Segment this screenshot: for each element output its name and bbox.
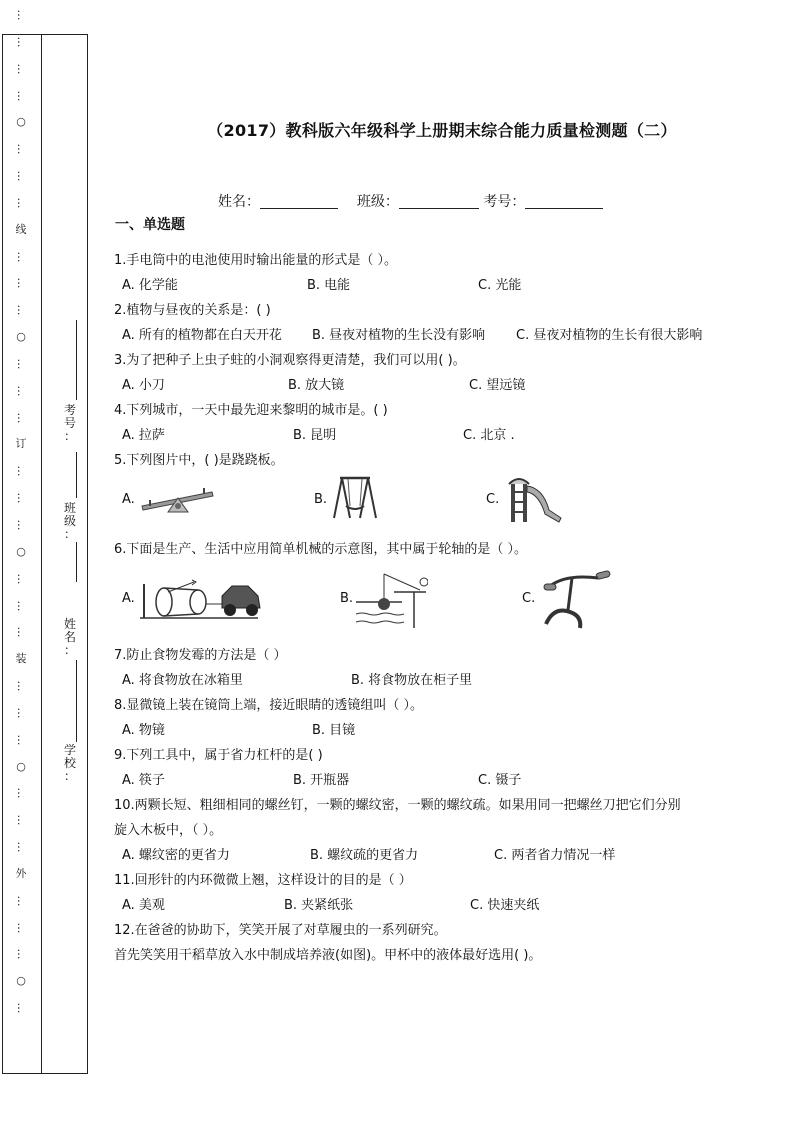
question-7: 7.防止食物发霉的方法是（ ）	[114, 648, 287, 663]
question-10: 10.两颗长短、粗细相同的螺丝钉，一颗的螺纹密，一颗的螺纹疏。如果用同一把螺丝刀把它们分别	[114, 798, 681, 813]
pulley-well-picture[interactable]	[354, 570, 428, 634]
seal-mark: 装	[15, 652, 27, 665]
q5-option-b[interactable]: B.	[314, 492, 328, 507]
page-title: （2017）教科版六年级科学上册期末综合能力质量检测题（二）	[207, 121, 677, 140]
q6-option-a[interactable]: A.	[122, 591, 135, 606]
seal-mark: …	[15, 734, 28, 746]
q10-option-c[interactable]: C. 两者省力情况一样	[494, 848, 616, 863]
seal-mark: …	[15, 251, 28, 263]
q4-option-c[interactable]: C. 北京 .	[463, 428, 515, 443]
winch-car-picture[interactable]	[138, 574, 262, 626]
q10-option-b[interactable]: B. 螺纹疏的更省力	[310, 848, 419, 863]
question-3: 3.为了把种子上虫子蛀的小洞观察得更清楚，我们可以用( )。	[114, 353, 466, 368]
seal-mark: …	[15, 1002, 28, 1014]
q9-option-b[interactable]: B. 开瓶器	[293, 773, 350, 788]
bicycle-handlebar-picture[interactable]	[536, 566, 614, 638]
field-class-label: 班 级 ：	[63, 501, 76, 541]
field-school-line	[76, 680, 77, 742]
seal-mark: …	[15, 304, 28, 316]
field-name-label: 姓 名 ：	[63, 617, 76, 657]
q3-option-b[interactable]: B. 放大镜	[288, 378, 345, 393]
seal-mark: …	[15, 197, 28, 209]
field-class-line	[76, 452, 77, 498]
q6-option-c[interactable]: C.	[522, 591, 536, 606]
exam-no-blank[interactable]	[525, 194, 603, 209]
seal-mark: …	[15, 385, 28, 397]
q6-option-b[interactable]: B.	[340, 591, 354, 606]
question-5: 5.下列图片中，( )是跷跷板。	[114, 453, 284, 468]
section-title: 一、单选题	[115, 217, 185, 233]
question-2: 2.植物与昼夜的关系是：( )	[114, 303, 271, 318]
question-6: 6.下面是生产、生活中应用简单机械的示意图，其中属于轮轴的是（ ）。	[114, 542, 528, 557]
q4-option-a[interactable]: A. 拉萨	[122, 428, 165, 443]
seal-mark: …	[15, 948, 28, 960]
binding-divider	[41, 35, 42, 1073]
seal-mark: ○	[16, 330, 26, 343]
q1-option-b[interactable]: B. 电能	[307, 278, 351, 293]
seal-mark: …	[15, 707, 28, 719]
field-class-line-2	[76, 542, 77, 582]
question-1: 1.手电筒中的电池使用时输出能量的形式是（ ）。	[114, 253, 398, 268]
seal-mark: …	[15, 465, 28, 477]
seal-mark: …	[15, 90, 28, 102]
seal-mark: ○	[16, 115, 26, 128]
question-11: 11.回形针的内环微微上翘，这样设计的目的是（ ）	[114, 873, 412, 888]
seal-mark: 外	[15, 867, 27, 880]
seal-mark: 订	[15, 437, 27, 450]
seal-mark: …	[15, 170, 28, 182]
class-label: 班级：	[356, 194, 399, 210]
question-12-continued: 首先笑笑用干稻草放入水中制成培养液(如图)。甲杯中的液体最好选用( )。	[114, 948, 542, 963]
seal-mark: …	[15, 412, 28, 424]
q1-option-c[interactable]: C. 光能	[478, 278, 522, 293]
field-school[interactable]	[58, 700, 82, 850]
q9-option-c[interactable]: C. 镊子	[478, 773, 522, 788]
seal-mark: …	[15, 814, 28, 826]
student-info-line	[218, 191, 603, 211]
q11-option-a[interactable]: A. 美观	[122, 898, 165, 913]
seal-mark: …	[15, 841, 28, 853]
q7-option-b[interactable]: B. 将食物放在柜子里	[351, 673, 473, 688]
q9-option-a[interactable]: A. 筷子	[122, 773, 165, 788]
seal-mark: 线	[15, 223, 27, 236]
q11-option-c[interactable]: C. 快速夹纸	[470, 898, 540, 913]
seal-mark: …	[15, 143, 28, 155]
q2-option-b[interactable]: B. 昼夜对植物的生长没有影响	[312, 328, 486, 343]
q10-option-a[interactable]: A. 螺纹密的更省力	[122, 848, 230, 863]
question-10-continued: 旋入木板中，（ ）。	[114, 823, 223, 838]
seesaw-picture[interactable]	[140, 482, 214, 522]
seal-mark: ○	[16, 545, 26, 558]
seal-mark: …	[15, 626, 28, 638]
seal-mark: …	[15, 600, 28, 612]
seal-mark: …	[15, 519, 28, 531]
q1-option-a[interactable]: A. 化学能	[122, 278, 178, 293]
field-exam-number-label: 考 号 ：	[63, 403, 76, 443]
name-blank[interactable]	[260, 194, 338, 209]
q5-option-c[interactable]: C.	[486, 492, 500, 507]
question-8: 8.显微镜上装在镜筒上端，接近眼睛的透镜组叫（ ）。	[114, 698, 424, 713]
seal-mark: …	[15, 922, 28, 934]
seal-line-column	[14, 8, 28, 1030]
q8-option-b[interactable]: B. 目镜	[312, 723, 356, 738]
q7-option-a[interactable]: A. 将食物放在冰箱里	[122, 673, 243, 688]
q3-option-a[interactable]: A. 小刀	[122, 378, 165, 393]
class-blank[interactable]	[399, 194, 479, 209]
question-9: 9.下列工具中，属于省力杠杆的是( )	[114, 748, 323, 763]
q8-option-a[interactable]: A. 物镜	[122, 723, 165, 738]
swing-picture[interactable]	[330, 474, 380, 524]
q3-option-c[interactable]: C. 望远镜	[469, 378, 526, 393]
field-exam-number-line	[76, 320, 77, 400]
field-exam-number[interactable]	[58, 320, 82, 470]
seal-mark: …	[15, 277, 28, 289]
question-4: 4.下列城市，一天中最先迎来黎明的城市是。( )	[114, 403, 388, 418]
q11-option-b[interactable]: B. 夹紧纸张	[284, 898, 354, 913]
q4-option-b[interactable]: B. 昆明	[293, 428, 337, 443]
q2-option-c[interactable]: C. 昼夜对植物的生长有很大影响	[516, 328, 703, 343]
field-school-label: 学 校 ：	[63, 743, 76, 783]
seal-mark: ○	[16, 974, 26, 987]
seal-mark: …	[15, 492, 28, 504]
seal-mark: …	[15, 358, 28, 370]
seal-mark: …	[15, 63, 28, 75]
seal-mark: …	[15, 573, 28, 585]
slide-picture[interactable]	[503, 474, 565, 528]
name-label: 姓名：	[218, 194, 260, 210]
seal-mark: …	[15, 9, 28, 21]
exam-no-label: 考号：	[483, 194, 526, 210]
field-class[interactable]	[58, 452, 82, 602]
q2-option-a[interactable]: A. 所有的植物都在白天开花	[122, 328, 282, 343]
q5-option-a[interactable]: A.	[122, 492, 135, 507]
seal-mark: ○	[16, 760, 26, 773]
seal-mark: …	[15, 36, 28, 48]
seal-mark: …	[15, 680, 28, 692]
seal-mark: …	[15, 787, 28, 799]
question-12: 12.在爸爸的协助下，笑笑开展了对草履虫的一系列研究。	[114, 923, 447, 938]
seal-mark: …	[15, 895, 28, 907]
